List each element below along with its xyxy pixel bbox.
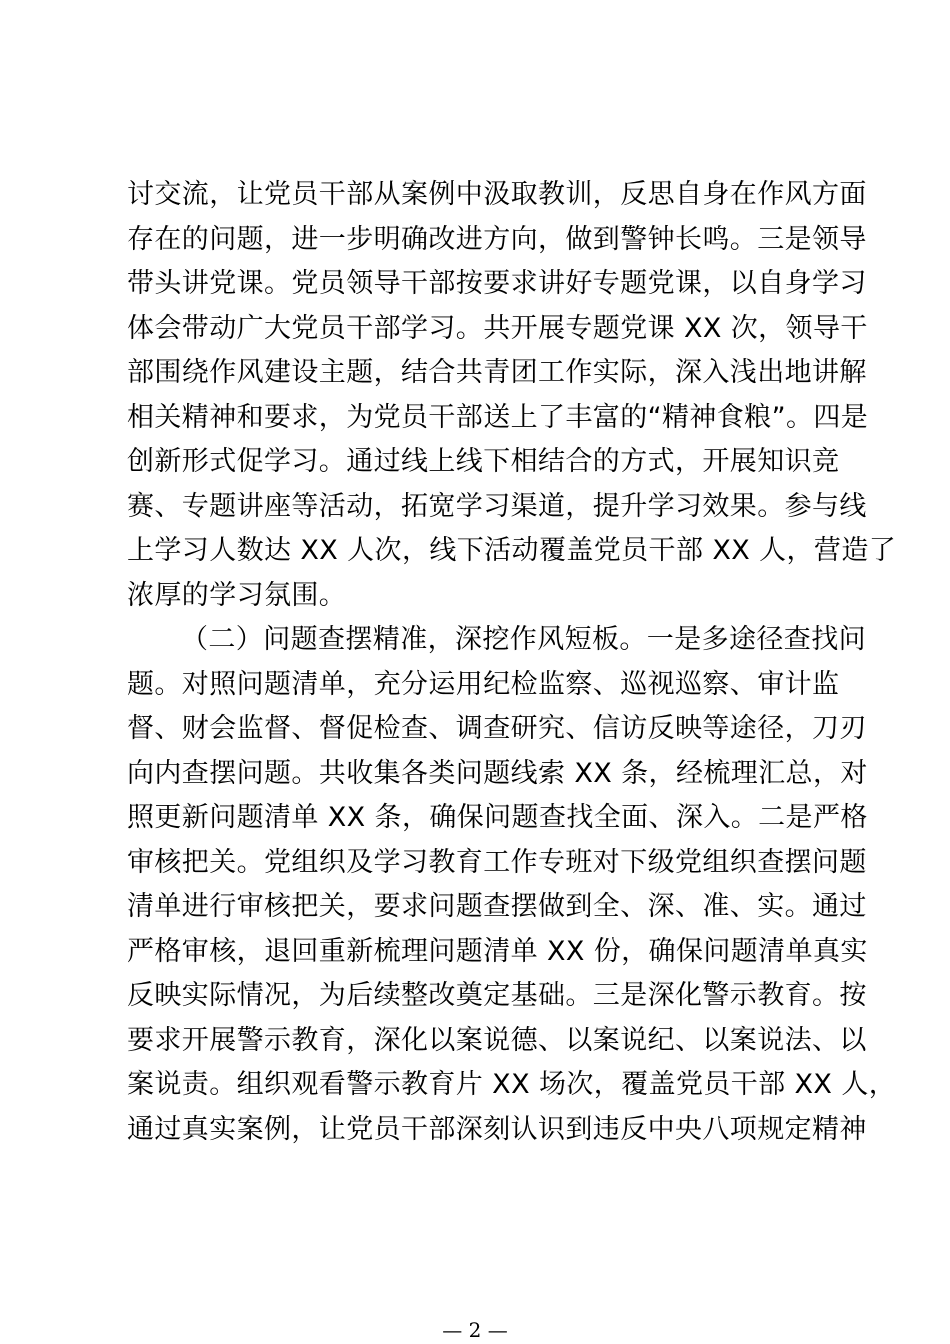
- text-line: 讨交流，让党员干部从案例中汲取教训，反思自身在作风方面: [127, 179, 867, 210]
- text-line: 案说责。组织观看警示教育片 XX 场次，覆盖党员干部 XX 人，: [127, 1069, 897, 1100]
- text-line: 相关精神和要求，为党员干部送上了丰富的“精神食粮”。四是: [127, 402, 869, 433]
- page-number: — 2 —: [442, 1318, 508, 1342]
- text-line: 带头讲党课。党员领导干部按要求讲好专题党课，以自身学习: [127, 268, 867, 299]
- text-line: 向内查摆问题。共收集各类问题线索 XX 条，经梳理汇总，对: [127, 758, 868, 789]
- text-line: 要求开展警示教育，深化以案说德、以案说纪、以案说法、以: [127, 1025, 867, 1056]
- text-line: 赛、专题讲座等活动，拓宽学习渠道，提升学习效果。参与线: [127, 491, 867, 522]
- text-line: 创新形式促学习。通过线上线下相结合的方式，开展知识竞: [127, 446, 840, 477]
- text-line: 部围绕作风建设主题，结合共青团工作实际，深入浅出地讲解: [127, 357, 867, 388]
- text-line: 严格审核，退回重新梳理问题清单 XX 份，确保问题清单真实: [127, 936, 868, 967]
- text-line: 浓厚的学习氛围。: [127, 580, 347, 611]
- section-heading-line: （二）问题查摆精准，深挖作风短板。一是多途径查找问: [181, 624, 866, 655]
- text-line: 审核把关。党组织及学习教育工作专班对下级党组织查摆问题: [127, 847, 867, 878]
- text-line: 存在的问题，进一步明确改进方向，做到警钟长鸣。三是领导: [127, 224, 867, 255]
- text-line: 督、财会监督、督促检查、调查研究、信访反映等途径，刀刃: [127, 713, 867, 744]
- text-line: 反映实际情况，为后续整改奠定基础。三是深化警示教育。按: [127, 980, 867, 1011]
- text-line: 清单进行审核把关，要求问题查摆做到全、深、准、实。通过: [127, 891, 867, 922]
- text-line: 照更新问题清单 XX 条，确保问题查找全面、深入。二是严格: [127, 802, 868, 833]
- text-line: 题。对照问题清单，充分运用纪检监察、巡视巡察、审计监: [127, 669, 840, 700]
- text-line: 上学习人数达 XX 人次，线下活动覆盖党员干部 XX 人，营造了: [127, 535, 897, 566]
- text-line: 体会带动广大党员干部学习。共开展专题党课 XX 次，领导干: [127, 313, 868, 344]
- text-line: 通过真实案例，让党员干部深刻认识到违反中央八项规定精神: [127, 1114, 867, 1145]
